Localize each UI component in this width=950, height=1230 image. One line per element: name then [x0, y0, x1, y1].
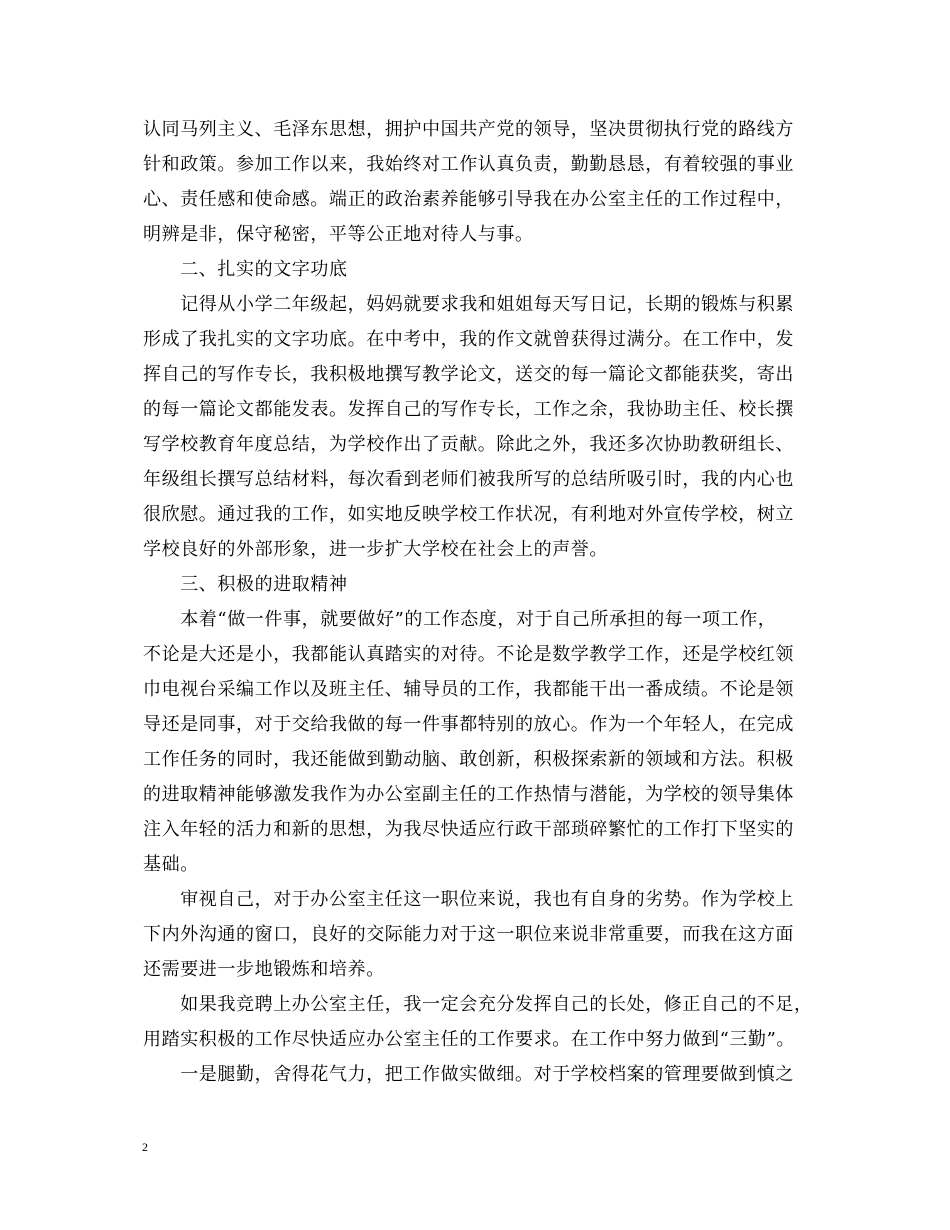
section-heading: 三、积极的进取精神	[143, 574, 348, 595]
text-line: 写学校教育年度总结，为学校作出了贡献。除此之外，我还多次协助教研组长、	[143, 434, 794, 455]
text-line: 挥自己的写作专长，我积极地撰写教学论文，送交的每一篇论文都能获奖，寄出	[143, 364, 794, 385]
text-line: 很欣慰。通过我的工作，如实地反映学校工作状况，有利地对外宣传学校，树立	[143, 504, 794, 525]
text-line: 年级组长撰写总结材料，每次看到老师们被我所写的总结所吸引时，我的内心也	[143, 469, 794, 490]
text-line: 针和政策。参加工作以来，我始终对工作认真负责，勤勤恳恳，有着较强的事业	[143, 154, 794, 175]
text-line: 注入年轻的活力和新的思想，为我尽快适应行政干部琐碎繁忙的工作打下坚实的	[143, 819, 794, 840]
text-line: 不论是大还是小，我都能认真踏实的对待。不论是数学教学工作，还是学校红领	[143, 644, 794, 665]
text-line: 本着“做一件事，就要做好”的工作态度，对于自己所承担的每一项工作，	[143, 609, 777, 630]
text-line: 学校良好的外部形象，进一步扩大学校在社会上的声誉。	[143, 539, 608, 560]
body-text	[143, 112, 813, 1092]
text-line: 基础。	[143, 854, 199, 875]
text-line: 还需要进一步地锻炼和培养。	[143, 959, 385, 980]
text-line: 的每一篇论文都能发表。发挥自己的写作专长，工作之余，我协助主任、校长撰	[143, 399, 794, 420]
text-line: 审视自己，对于办公室主任这一职位来说，我也有自身的劣势。作为学校上	[143, 889, 794, 910]
text-line: 如果我竞聘上办公室主任，我一定会充分发挥自己的长处，修正自己的不足，	[143, 994, 813, 1015]
text-line: 心、责任感和使命感。端正的政治素养能够引导我在办公室主任的工作过程中，	[143, 189, 794, 210]
text-line: 记得从小学二年级起，妈妈就要求我和姐姐每天写日记，长期的锻炼与积累	[143, 294, 794, 315]
text-line: 的进取精神能够激发我作为办公室副主任的工作热情与潜能，为学校的领导集体	[143, 784, 794, 805]
text-line: 下内外沟通的窗口，良好的交际能力对于这一职位来说非常重要，而我在这方面	[143, 924, 794, 945]
text-line: 用踏实积极的工作尽快适应办公室主任的工作要求。在工作中努力做到“三勤”。	[143, 1029, 796, 1050]
text-line: 导还是同事，对于交给我做的每一件事都特别的放心。作为一个年轻人，在完成	[143, 714, 794, 735]
text-line: 形成了我扎实的文字功底。在中考中，我的作文就曾获得过满分。在工作中，发	[143, 329, 794, 350]
text-line: 明辨是非，保守秘密，平等公正地对待人与事。	[143, 224, 534, 245]
text-line: 巾电视台采编工作以及班主任、辅导员的工作，我都能干出一番成绩。不论是领	[143, 679, 794, 700]
text-line: 一是腿勤，舍得花气力，把工作做实做细。对于学校档案的管理要做到慎之	[143, 1064, 794, 1085]
text-line: 工作任务的同时，我还能做到勤动脑、敢创新，积极探索新的领域和方法。积极	[143, 749, 794, 770]
page-number: 2	[142, 1140, 148, 1154]
text-line: 认同马列主义、毛泽东思想，拥护中国共产党的领导，坚决贯彻执行党的路线方	[143, 119, 794, 140]
section-heading: 二、扎实的文字功底	[143, 259, 348, 280]
